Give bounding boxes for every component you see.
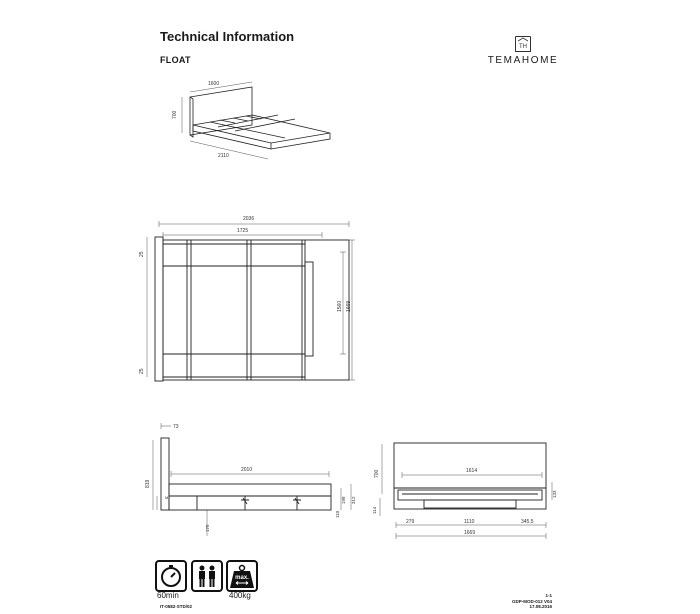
- isometric-view: [160, 75, 350, 175]
- two-persons-icon: [191, 560, 223, 592]
- document-code: IT-0582-STD/02: [160, 604, 193, 609]
- page-number: 1-1: [545, 593, 552, 598]
- frame-length-dim: 2010: [241, 467, 253, 473]
- rail-b-dim: 312: [351, 496, 356, 504]
- side-elevation-view: [137, 418, 362, 538]
- document-date: 17.08.2016: [529, 604, 552, 609]
- front-left-clearance: 114: [372, 506, 377, 514]
- brand-name: TEMAHOME: [487, 55, 559, 66]
- front-left-offset: 279: [406, 519, 415, 525]
- front-height-dim: 700: [374, 469, 380, 478]
- bolt-label: M: [165, 495, 169, 500]
- top-plan-view: [137, 212, 367, 387]
- iso-height-dim: 700: [172, 110, 178, 119]
- leg-gap-dim: 178: [205, 524, 210, 532]
- side-height-dim: 819: [145, 479, 151, 488]
- front-inner-width: 1614: [466, 468, 478, 474]
- assembly-time-label: 60min: [157, 591, 179, 600]
- top-overall-width: 2036: [243, 216, 255, 222]
- max-load-label: 400kg: [229, 591, 251, 600]
- bottom-edge-dim: 25: [139, 368, 145, 374]
- iso-length-dim: 2110: [218, 153, 229, 159]
- document-meta: [512, 593, 552, 610]
- model-name: FLOAT: [160, 55, 191, 65]
- rail-c-dim: 110: [335, 510, 340, 518]
- max-badge: max.: [235, 575, 249, 581]
- front-elevation-view: [366, 438, 566, 543]
- front-right-offset: 345,5: [521, 519, 534, 525]
- front-overall-width: 1669: [464, 530, 476, 536]
- model-code: GDP-MOD-012 V04: [511, 598, 552, 604]
- top-edge-dim: 25: [139, 251, 145, 257]
- front-center-width: 1110: [464, 519, 475, 525]
- inner-depth-dim: 1560: [337, 300, 343, 312]
- headboard-thickness-dim: 73: [173, 424, 179, 430]
- house-logo-icon: [515, 36, 531, 52]
- brand-logo-block: [468, 36, 578, 66]
- svg-text:TH: TH: [519, 44, 527, 50]
- page-title: Technical Information: [160, 29, 295, 44]
- top-inner-width: 1725: [237, 228, 249, 234]
- max-load-weight-icon: [226, 560, 258, 592]
- rail-a-dim: 198: [341, 496, 346, 504]
- overall-depth-dim: 1669: [346, 300, 352, 312]
- iso-width-dim: 1600: [208, 81, 220, 87]
- stopwatch-icon: [155, 560, 187, 592]
- front-right-height: 133: [552, 490, 557, 498]
